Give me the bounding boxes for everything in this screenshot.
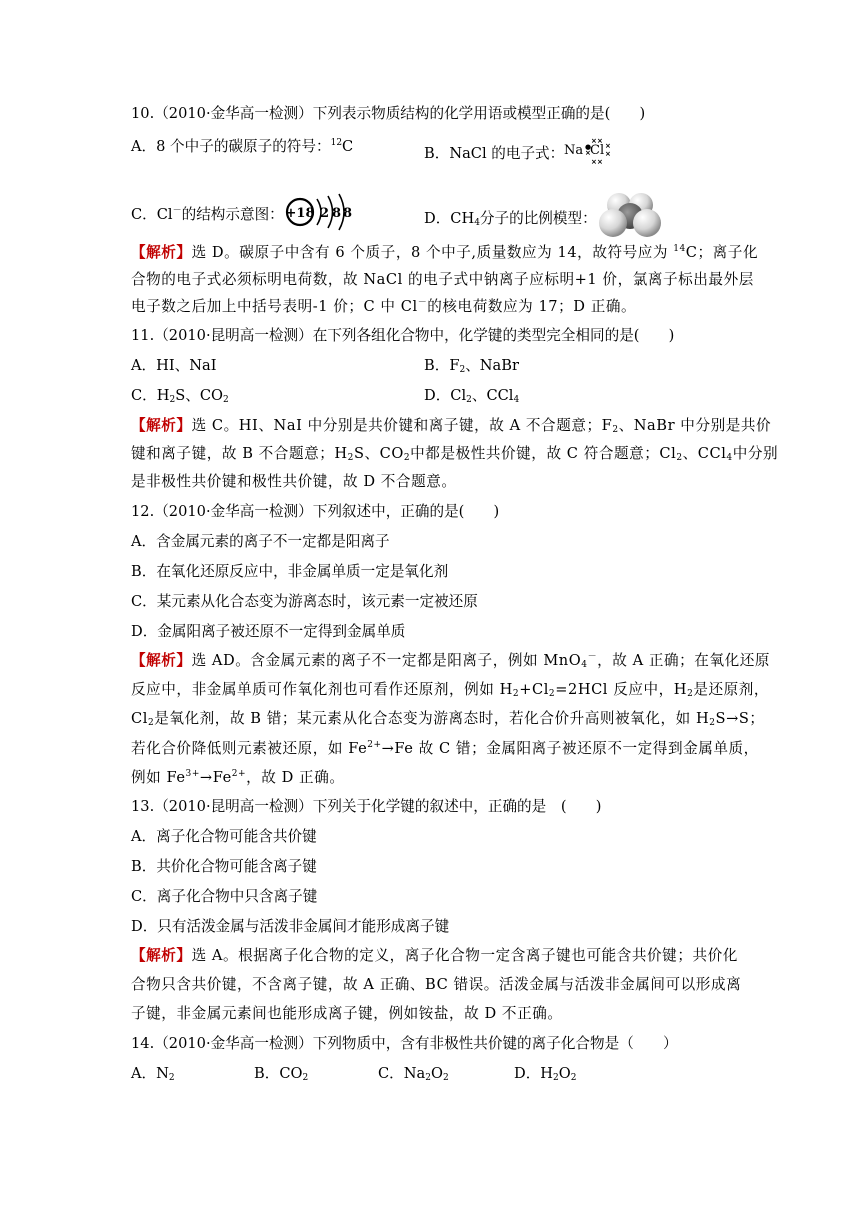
q10-option-c: C．Cl－的结构示意图： +18 2 8 8 bbox=[131, 191, 364, 213]
q10-analysis-line-3: 电子数之后加上中括号表明-1 价；C 中 Cl－的核电荷数应为 17；D 正确。 bbox=[131, 298, 637, 315]
q10-option-d: D．$CH_4$分子的比例模型： bbox=[424, 191, 663, 247]
svg-text:×: × bbox=[591, 137, 598, 145]
q11-option-b: B．$F_2$、NaBr bbox=[424, 357, 519, 375]
q11-option-a: A．HI、NaI bbox=[131, 357, 217, 374]
svg-text:×: × bbox=[605, 150, 612, 158]
q12-analysis-line-1: 【解析】选 AD。含金属元素的离子不一定都是阳离子，例如 MnO$_4$－，故 A 正确；在氧化还原 bbox=[131, 652, 771, 670]
q10-stem: 10.（2010·金华高一检测）下列表示物质结构的化学用语或模型正确的是( ) bbox=[131, 105, 646, 122]
q12-analysis-line-3: $Cl_2$是氧化剂，故 B 错；某元素从化合态变为游离态时，若化合价升高则被氧化，如 $H_2S\to S$； bbox=[131, 710, 765, 728]
q14-option-b: B．$CO_2$ bbox=[254, 1065, 309, 1083]
svg-text:×: × bbox=[591, 158, 598, 165]
q12-analysis-line-2: 反应中，非金属单质可作氧化剂也可看作还原剂，例如 $H_2+Cl_2=2HCl$ 反应中，$H_2$是还原剂， bbox=[131, 681, 770, 699]
q12-analysis-line-5: 例如 $Fe^{3+}\to Fe^{2+}$，故 D 正确。 bbox=[131, 769, 345, 786]
q14-option-d: D．$H_2O_2$ bbox=[514, 1065, 577, 1083]
cl-ion-structure-diagram bbox=[284, 191, 364, 239]
q11-option-d: D．$Cl_2$、CCl$_4$ bbox=[424, 387, 520, 405]
svg-text:Na: Na bbox=[564, 143, 584, 158]
q10-option-a: A．8 个中子的碳原子的符号：$^{12}$C bbox=[131, 138, 354, 155]
q11-analysis-line-2: 键和离子键，故 B 不合题意；$H_2S$、$CO_2$中都是极性共价键，故 C 符合题意；$Cl_2$、CCl$_4$中分别 bbox=[131, 445, 779, 463]
svg-text:●: ● bbox=[585, 143, 592, 151]
q14-option-c: C．$Na_2O_2$ bbox=[378, 1065, 449, 1083]
q13-analysis-line-3: 子键，非金属元素间也能形成离子键，例如铵盐，故 D 不正确。 bbox=[131, 1005, 563, 1022]
svg-text:×: × bbox=[585, 149, 592, 157]
svg-text:×: × bbox=[597, 137, 604, 145]
q12-stem: 12.（2010·金华高一检测）下列叙述中，正确的是( ) bbox=[131, 503, 500, 520]
q14-option-a: A．$N_2$ bbox=[131, 1065, 175, 1083]
q11-analysis-line-3: 是非极性共价键和极性共价键，故 D 不合题意。 bbox=[131, 473, 457, 490]
q11-stem: 11.（2010·昆明高一检测）在下列各组化合物中，化学键的类型完全相同的是( ) bbox=[131, 327, 675, 344]
q12-option-b: B．在氧化还原反应中，非金属单质一定是氧化剂 bbox=[131, 563, 449, 580]
q13-option-d: D．只有活泼金属与活泼非金属间才能形成离子键 bbox=[131, 918, 450, 935]
svg-text:+18: +18 bbox=[285, 206, 315, 221]
q12-option-d: D．金属阳离子被还原不一定得到金属单质 bbox=[131, 623, 406, 640]
q13-option-c: C．离子化合物中只含离子键 bbox=[131, 888, 318, 905]
svg-text:8: 8 bbox=[342, 206, 352, 221]
q10-option-b: B．NaCl 的电子式： Na Cl × × × × × × ● × bbox=[424, 137, 616, 171]
svg-text:2: 2 bbox=[319, 206, 329, 221]
q12-option-a: A．含金属元素的离子不一定都是阳离子 bbox=[131, 533, 390, 550]
q13-analysis-line-2: 合物只含共价键，不含离子键，故 A 正确、BC 错误。活泼金属与活泼非金属间可以形成离 bbox=[131, 976, 742, 993]
svg-text:×: × bbox=[605, 142, 612, 150]
q14-stem: 14.（2010·金华高一检测）下列物质中，含有非极性共价键的离子化合物是（ ） bbox=[131, 1035, 678, 1052]
q10-analysis-line-1: 【解析】选 D。碳原子中含有 6 个质子，8 个中子,质量数应为 14，故符号应为 $^{14}$C；离子化 bbox=[131, 244, 759, 261]
svg-text:Cl: Cl bbox=[590, 143, 605, 158]
q13-option-b: B．共价化合物可能含离子键 bbox=[131, 858, 317, 875]
q12-analysis-line-4: 若化合价降低则元素被还原，如 $Fe^{2+}\to Fe$ 故 C 错；金属阳离子被还原不一定得到金属单质， bbox=[131, 740, 759, 757]
q11-option-c: C．$H_2S$、$CO_2$ bbox=[131, 387, 229, 405]
q11-analysis-line-1: 【解析】选 C。HI、NaI 中分别是共价键和离子键，故 A 不合题意；$F_2$、NaBr 中分别是共价 bbox=[131, 417, 772, 435]
svg-text:×: × bbox=[597, 158, 604, 165]
nacl-electron-formula bbox=[564, 137, 616, 171]
svg-text:8: 8 bbox=[331, 206, 341, 221]
q10-analysis-line-2: 合物的电子式必须标明电荷数，故 NaCl 的电子式中钠离子应标明+1 价，氯离子标出最外层 bbox=[131, 271, 754, 288]
q13-option-a: A．离子化合物可能含共价键 bbox=[131, 828, 317, 845]
ch4-space-filling-model bbox=[597, 191, 663, 247]
q12-option-c: C．某元素从化合态变为游离态时，该元素一定被还原 bbox=[131, 593, 478, 610]
q13-stem: 13.（2010·昆明高一检测）下列关于化学键的叙述中，正确的是 ( ) bbox=[131, 798, 602, 815]
q13-analysis-line-1: 【解析】选 A。根据离子化合物的定义，离子化合物一定含离子键也可能含共价键；共价化 bbox=[131, 947, 738, 964]
